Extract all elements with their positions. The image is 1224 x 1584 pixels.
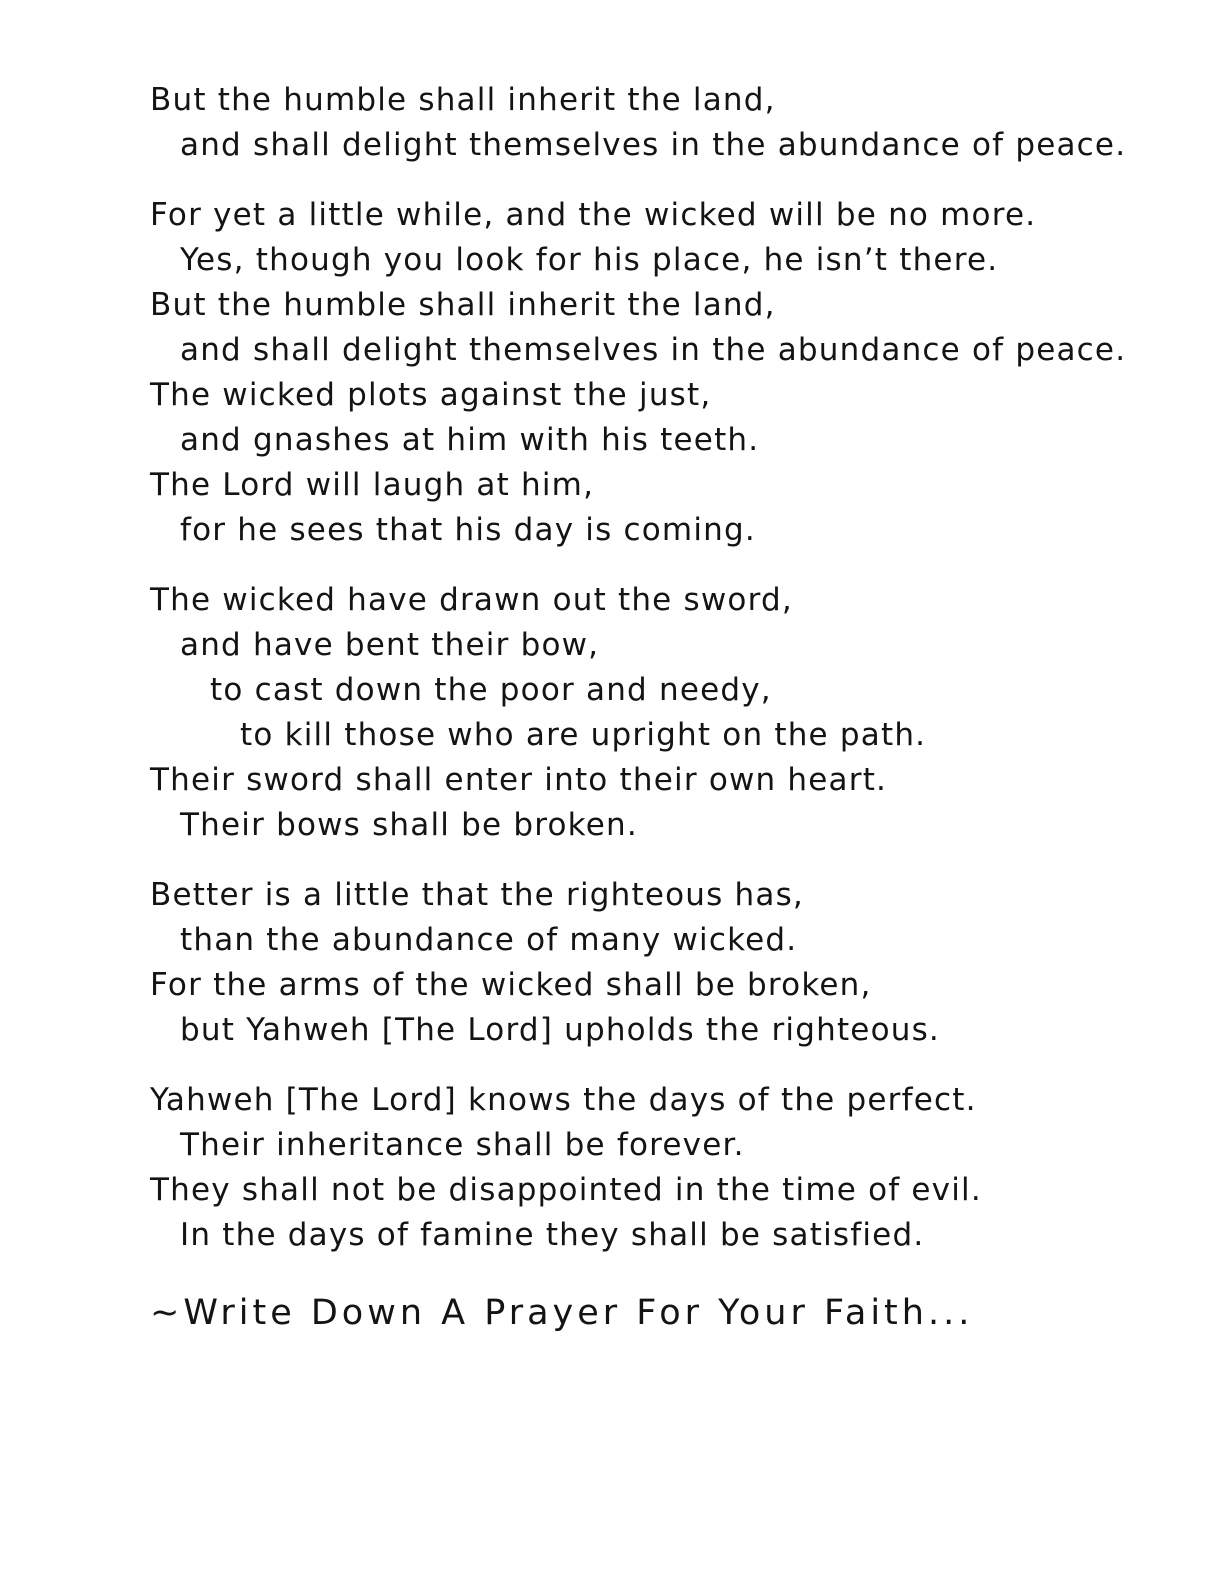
verse-line: to cast down the poor and needy,: [210, 672, 772, 708]
verse-line: and shall delight themselves in the abundance of peace.: [180, 127, 1127, 163]
verse-line: The wicked have drawn out the sword,: [150, 582, 793, 618]
psalm-page: [150, 78, 1200, 1343]
verse-line: and gnashes at him with his teeth.: [180, 422, 760, 458]
verse-line: They shall not be disappointed in the time of evil.: [150, 1172, 982, 1208]
verse-line: and shall delight themselves in the abundance of peace.: [180, 332, 1127, 368]
stanza: [150, 78, 1200, 168]
verse-line: Their bows shall be broken.: [180, 807, 638, 843]
verse-line: Better is a little that the righteous has,: [150, 877, 804, 913]
verse-line: Yahweh [The Lord] knows the days of the perfect.: [150, 1082, 977, 1118]
stanza: [150, 873, 1200, 1053]
psalm-text: [150, 78, 1200, 1258]
verse-line: The Lord will laugh at him,: [150, 467, 595, 503]
stanza: [150, 578, 1200, 848]
stanza: [150, 1078, 1200, 1258]
verse-line: But the humble shall inherit the land,: [150, 287, 776, 323]
verse-line: But the humble shall inherit the land,: [150, 82, 776, 118]
verse-line: For the arms of the wicked shall be broken,: [150, 967, 872, 1003]
verse-line: Their sword shall enter into their own heart.: [150, 762, 888, 798]
prayer-prompt: ~Write Down A Prayer For Your Faith...: [150, 1293, 974, 1333]
verse-line: Their inheritance shall be forever.: [180, 1127, 745, 1163]
verse-line: For yet a little while, and the wicked will be no more.: [150, 197, 1037, 233]
verse-line: Yes, though you look for his place, he isn’t there.: [180, 242, 999, 278]
verse-line: The wicked plots against the just,: [150, 377, 712, 413]
verse-line: to kill those who are upright on the path.: [240, 717, 927, 753]
verse-line: but Yahweh [The Lord] upholds the righteous.: [180, 1012, 940, 1048]
verse-line: than the abundance of many wicked.: [180, 922, 798, 958]
verse-line: In the days of famine they shall be satisfied.: [180, 1217, 925, 1253]
stanza: [150, 193, 1200, 553]
verse-line: for he sees that his day is coming.: [180, 512, 756, 548]
verse-line: and have bent their bow,: [180, 627, 600, 663]
